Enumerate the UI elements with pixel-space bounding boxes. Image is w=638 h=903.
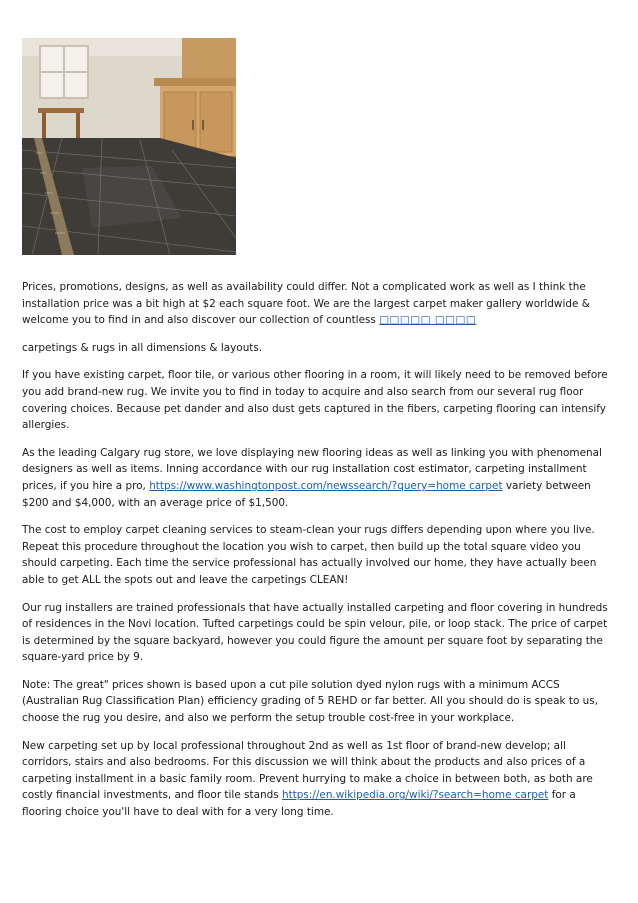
paragraph-5: The cost to employ carpet cleaning services to steam-clean your rugs differs depending upon where you live. Repeat this procedure throughout the location you wish to carpet, then build up the total square video you should carpeting. Each time the service professional has actually involved our home, they have actually been able to get ALL the spots out and leave the carpetings CLEAN! bbox=[22, 524, 597, 586]
paragraph-1-text: Prices, promotions, designs, as well as availability could differ. Not a complicated work as well as I think the installation price was a bit high at $2 each square foot. We are the largest carpet maker gallery worldwide & welcome you to find in and also discover our collection of countless bbox=[22, 281, 590, 327]
paragraph-8 bbox=[22, 738, 618, 821]
paragraph-8-text: New carpeting set up by local professional throughout 2nd as well as 1st floor of brand-new develop; all corridors, stairs and also bedrooms. For this discussion we will think about the products and also prices of a carpeting installment in a basic family room. Prevent hurrying to make a choice in between both, as both are costly financial investments, and floor tile stands bbox=[22, 739, 593, 802]
paragraph-3: If you have existing carpet, floor tile, or various other flooring in a room, it will likely need to be removed before you add brand-new rug. We invite you to find in today to acquire and also search from our several rug floor covering choices. Because pet dander and also dust gets captured in the fibers, carpeting flooring can intensify allergies. bbox=[22, 369, 608, 432]
paragraph-4 bbox=[22, 445, 618, 511]
paragraph-2: carpetings & rugs in all dimensions & layouts. bbox=[22, 341, 263, 354]
paragraph-4-text-end: variety between $200 and $4,000, with an average price of $1,500. bbox=[22, 479, 591, 509]
paragraph-1 bbox=[22, 279, 618, 329]
foreign-text-link[interactable]: □□□□□ □□□□ bbox=[379, 314, 477, 327]
tiled-floor-kitchen-illustration bbox=[22, 38, 236, 255]
tiled-floor-kitchen-photo bbox=[22, 38, 236, 255]
wikipedia-link[interactable]: https://en.wikipedia.org/wiki/?search=home carpet bbox=[281, 789, 549, 802]
paragraph-6: Our rug installers are trained professionals that have actually installed carpeting and floor covering in hundreds of residences in the Novi location. Tufted carpetings could be spin velour, pile, or loop stack. The price of carpet is determined by the square backyard, however you could figure the amount per square foot by separating the square-yard price by 9. bbox=[22, 601, 608, 664]
paragraph-4-text: As the leading Calgary rug store, we love displaying new flooring ideas as well as linking you with phenomenal designers as well as items. Inning accordance with our rug installation cost estimator, carpeting installment prices, if you hire a pro, bbox=[22, 446, 602, 492]
article-body bbox=[22, 279, 618, 832]
washingtonpost-link[interactable]: https://www.washingtonpost.com/newssearch/?query=home carpet bbox=[149, 479, 503, 492]
paragraph-8-text-end: for a flooring choice you'll have to deal with for a very long time. bbox=[22, 789, 576, 819]
paragraph-7: Note: The great" prices shown is based upon a cut pile solution dyed nylon rugs with a minimum ACCS (Australian Rug Classification Plan) efficiency grading of 5 REHD or far better. All you should do is speak to us, choose the rug you desire, and also we perform the setup trouble cost-free in your workplace. bbox=[22, 678, 599, 725]
